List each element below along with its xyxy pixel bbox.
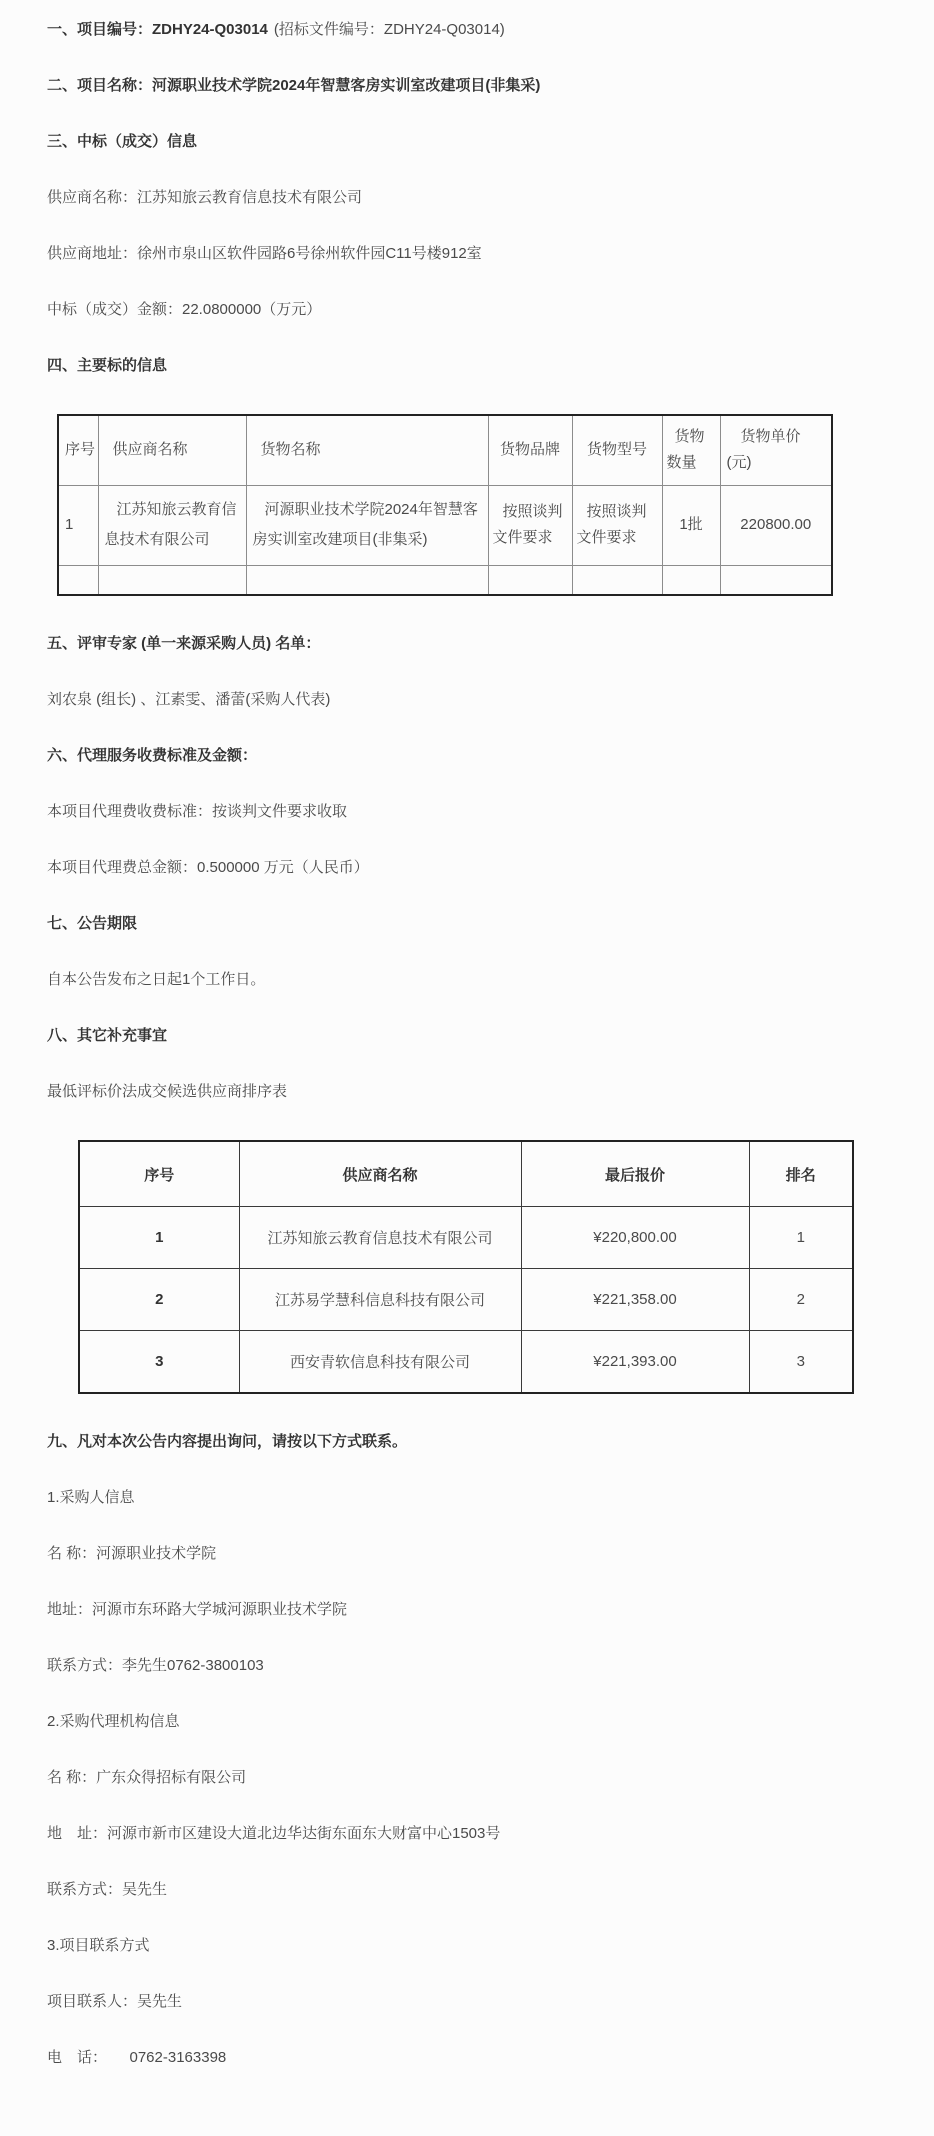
empty-cell <box>662 565 720 595</box>
rank-cell-rank: 3 <box>749 1331 853 1394</box>
agency-address-line: 地 址：河源市新市区建设大道北边华达街东面东大财富中心1503号 <box>47 1825 501 1842</box>
empty-cell <box>488 565 572 595</box>
cell-supplier: 江苏知旅云教育信息技术有限公司 <box>98 485 246 565</box>
agency-contact-line: 联系方式：吴先生 <box>47 1881 168 1898</box>
ranking-table-title: 最低评标价法成交候选供应商排序表 <box>47 1083 288 1100</box>
purchaser-title-line: 1.采购人信息 <box>47 1489 135 1506</box>
cell-seq: 1 <box>58 485 98 565</box>
purchaser-address-line: 地址：河源市东环路大学城河源职业技术学院 <box>47 1601 348 1618</box>
empty-cell <box>58 565 98 595</box>
agency-fee-standard-line: 本项目代理费收费标准：按谈判文件要求收取 <box>47 803 348 820</box>
award-info-heading: 三、中标（成交）信息 <box>47 133 198 150</box>
cell-brand: 按照谈判文件要求 <box>488 485 572 565</box>
purchaser-name-line: 名 称：河源职业技术学院 <box>47 1545 217 1562</box>
experts-heading: 五、评审专家 (单一来源采购人员) 名单： <box>47 635 321 652</box>
empty-cell <box>98 565 246 595</box>
subject-info-heading: 四、主要标的信息 <box>47 357 168 374</box>
ranking-table-row <box>79 1331 853 1394</box>
project-contact-phone-line: 电 话： 0762-3163398 <box>47 2049 227 2066</box>
cell-unit-price: 220800.00 <box>720 485 832 565</box>
cell-quantity: 1批 <box>662 485 720 565</box>
agency-name-line: 名 称：广东众得招标有限公司 <box>47 1769 247 1786</box>
subject-table-empty-row <box>58 565 832 595</box>
rank-cell-price: ¥221,393.00 <box>521 1331 749 1394</box>
ranking-table-row <box>79 1207 853 1269</box>
period-content-line: 自本公告发布之日起1个工作日。 <box>47 971 266 988</box>
empty-cell <box>720 565 832 595</box>
supplier-address-line: 供应商地址：徐州市泉山区软件园路6号徐州软件园C11号楼912室 <box>47 245 482 262</box>
cell-model: 按照谈判文件要求 <box>572 485 662 565</box>
rank-cell-price: ¥221,358.00 <box>521 1269 749 1331</box>
col-header-supplier: 供应商名称 <box>98 415 246 485</box>
rank-cell-supplier: 西安青软信息科技有限公司 <box>239 1331 521 1394</box>
rank-cell-seq: 3 <box>79 1331 239 1394</box>
experts-names-line: 刘农泉 (组长) 、江素雯、潘蕾(采购人代表) <box>47 691 331 708</box>
rank-cell-seq: 1 <box>79 1207 239 1269</box>
supplement-heading: 八、其它补充事宜 <box>47 1027 168 1044</box>
ranking-table-header-row <box>79 1141 853 1207</box>
project-number-bold: 一、项目编号：ZDHY24-Q03014 <box>47 21 268 38</box>
period-heading: 七、公告期限 <box>47 915 138 932</box>
subject-table <box>57 414 833 596</box>
rank-cell-supplier: 江苏知旅云教育信息技术有限公司 <box>239 1207 521 1269</box>
rank-cell-price: ¥220,800.00 <box>521 1207 749 1269</box>
cell-goods-name: 河源职业技术学院2024年智慧客房实训室改建项目(非集采) <box>246 485 488 565</box>
ranking-table <box>78 1140 854 1394</box>
col-header-goods-name: 货物名称 <box>246 415 488 485</box>
empty-cell <box>572 565 662 595</box>
rank-cell-supplier: 江苏易学慧科信息科技有限公司 <box>239 1269 521 1331</box>
rank-cell-rank: 1 <box>749 1207 853 1269</box>
col-header-brand: 货物品牌 <box>488 415 572 485</box>
agency-title-line: 2.采购代理机构信息 <box>47 1713 180 1730</box>
ranking-table-row <box>79 1269 853 1331</box>
col-header-model: 货物型号 <box>572 415 662 485</box>
col-header-quantity: 货物数量 <box>662 415 720 485</box>
purchaser-contact-line: 联系方式：李先生0762-3800103 <box>47 1657 264 1674</box>
empty-cell <box>246 565 488 595</box>
project-contact-title-line: 3.项目联系方式 <box>47 1937 150 1954</box>
rank-col-header-price: 最后报价 <box>521 1141 749 1207</box>
award-amount-line: 中标（成交）金额：22.0800000（万元） <box>47 301 322 318</box>
rank-cell-seq: 2 <box>79 1269 239 1331</box>
supplier-name-line: 供应商名称：江苏知旅云教育信息技术有限公司 <box>47 189 363 206</box>
col-header-unit-price: 货物单价 (元) <box>720 415 832 485</box>
agency-fee-heading: 六、代理服务收费标准及金额： <box>47 747 258 764</box>
contact-heading: 九、凡对本次公告内容提出询问，请按以下方式联系。 <box>47 1433 408 1450</box>
rank-col-header-supplier: 供应商名称 <box>239 1141 521 1207</box>
rank-cell-rank: 2 <box>749 1269 853 1331</box>
subject-table-header-row <box>58 415 832 485</box>
rank-col-header-seq: 序号 <box>79 1141 239 1207</box>
rank-col-header-rank: 排名 <box>749 1141 853 1207</box>
project-number-line <box>47 22 887 38</box>
tender-doc-number: (招标文件编号：ZDHY24-Q03014) <box>273 21 505 38</box>
project-name-line: 二、项目名称：河源职业技术学院2024年智慧客房实训室改建项目(非集采) <box>47 77 541 94</box>
project-contact-person-line: 项目联系人：吴先生 <box>47 1993 183 2010</box>
col-header-seq: 序号 <box>58 415 98 485</box>
agency-fee-total-line: 本项目代理费总金额：0.500000 万元（人民币） <box>47 859 369 876</box>
subject-table-row <box>58 485 832 565</box>
